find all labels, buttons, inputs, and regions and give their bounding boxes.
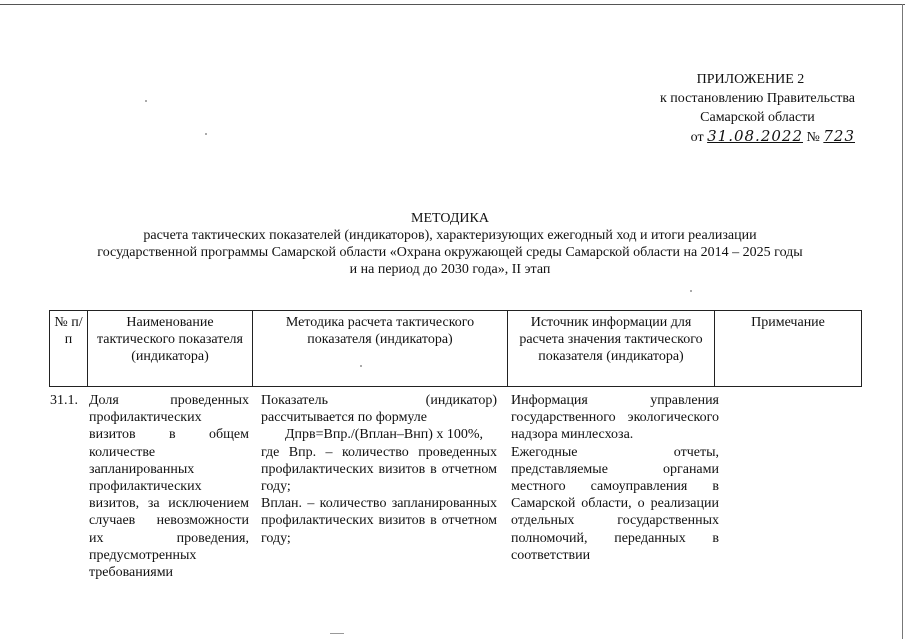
col-name: Наименование тактического показателя (индикатора) (88, 311, 253, 387)
annex-title: ПРИЛОЖЕНИЕ 2 (696, 72, 805, 87)
scan-speck (360, 365, 362, 367)
page-mark (330, 633, 344, 634)
page-top-border (0, 4, 905, 5)
col-source: Источник информации для расчета значения тактического показателя (индикатора) (508, 311, 715, 387)
annex-date-line (660, 127, 855, 147)
annex-line-1: к постановлению Правительства (659, 91, 855, 106)
page-right-border (902, 4, 903, 639)
row-source (511, 392, 719, 564)
header-line-3: и на период до 2030 года», II этап (349, 262, 551, 277)
scan-speck (205, 133, 207, 135)
number-value: 723 (823, 127, 855, 145)
document-header (40, 210, 860, 278)
date-value: 31.08.2022 (707, 127, 803, 145)
header-line-1: расчета тактических показателей (индикаторов), характеризующих ежегодный ход и итоги реализации (143, 228, 757, 243)
date-prefix: от (690, 130, 704, 145)
number-prefix: № (806, 130, 820, 145)
source-1: Информация управления государственного экологического надзора минлесхоза. (511, 393, 719, 443)
header-line-2: государственной программы Самарской области «Охрана окружающей среды Самарской области на 2014 – 2025 годы (97, 245, 803, 260)
annex-block (660, 70, 855, 147)
col-method: Методика расчета тактического показателя (индикатора) (253, 311, 508, 387)
scan-speck (145, 100, 147, 102)
document-title: МЕТОДИКА (411, 211, 489, 226)
method-intro: Показатель (индикатор) рассчитывается по формуле (261, 393, 497, 426)
method-definition-1: где Впр. – количество проведенных профилактических визитов в отчетном году; (261, 444, 497, 495)
row-number: 31.1. (50, 393, 78, 408)
source-2: Ежегодные отчеты, представляемые органами местного самоуправления в Самарской области, о реализации отдельных государственных полномочий, переданных в соответствии (511, 444, 719, 563)
row-method (261, 392, 497, 547)
table-header (49, 310, 862, 387)
col-number: № п/п (50, 311, 88, 387)
row-name: Доля проведенных профилактических визитов в общем количестве запланированных профилактических визитов, за исключением случаев невозможности их проведения, предусмотренных требованиями (89, 393, 249, 581)
method-formula: Дпрв=Впр./(Вплан–Внп) х 100%, (284, 427, 484, 443)
scan-speck (690, 290, 692, 292)
method-definition-2: Вплан. – количество запланированных профилактических визитов в отчетном году; (261, 496, 497, 546)
col-note: Примечание (715, 311, 862, 387)
annex-line-2: Самарской области (700, 110, 815, 125)
